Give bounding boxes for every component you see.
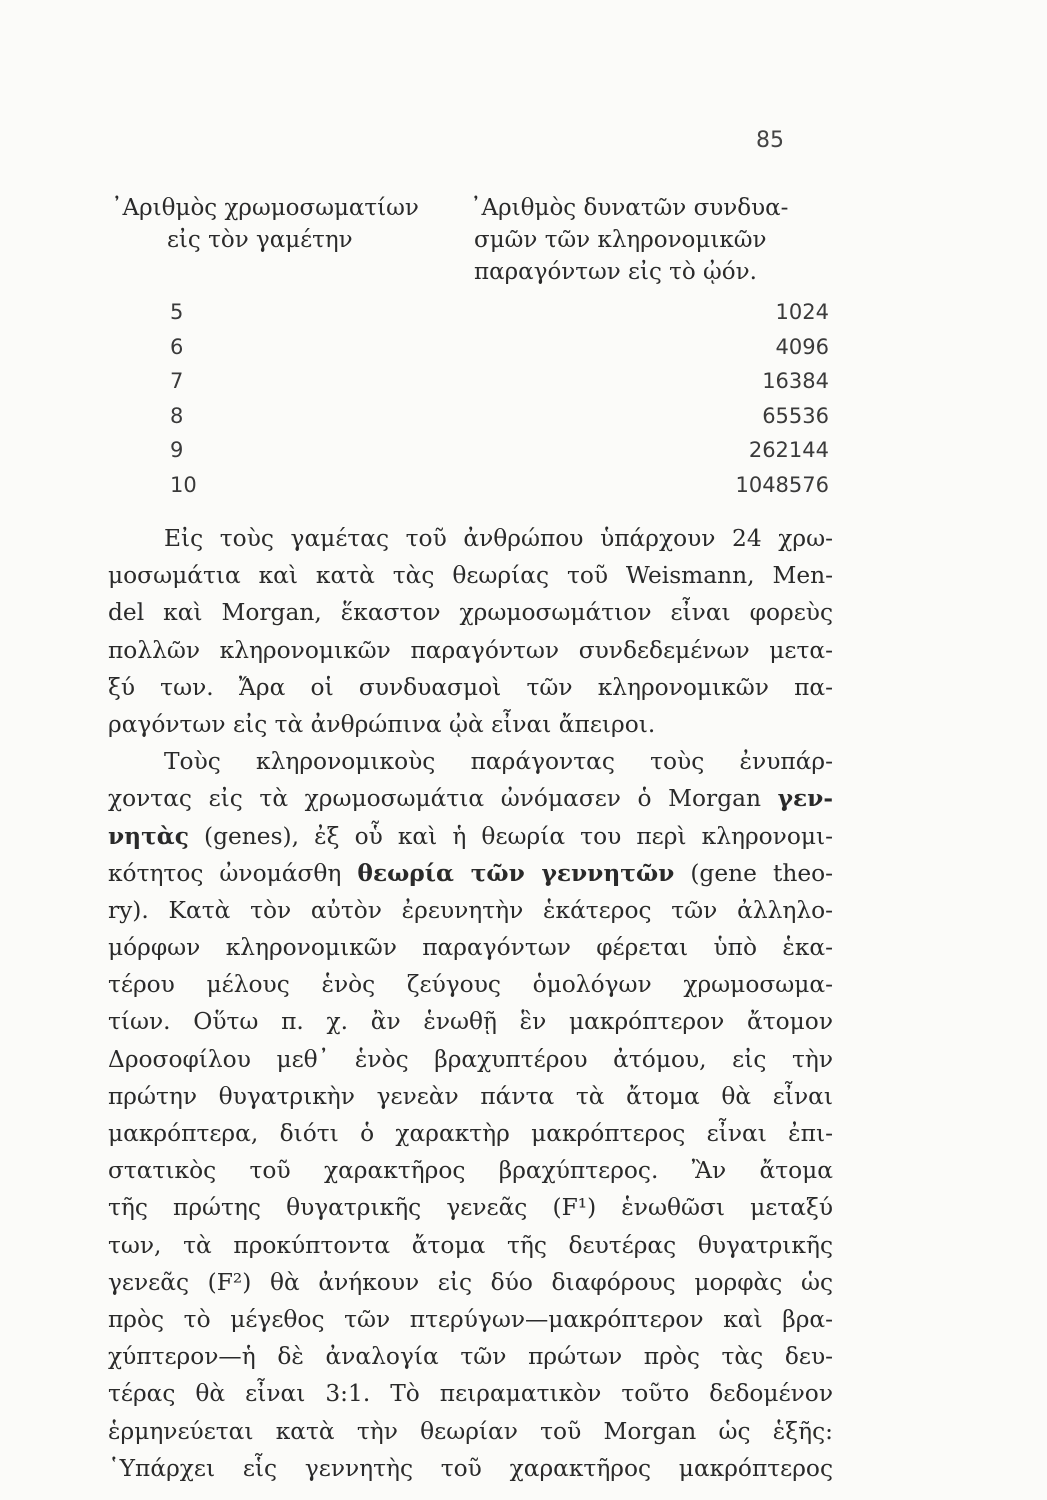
- text-line: μοσωμάτια καὶ κατὰ τὰς θεωρίας τοῦ Weismann, Men-: [108, 562, 833, 590]
- text-line: ξύ των. Ἄρα οἱ συνδυασμοὶ τῶν κληρονομικῶν πα-: [108, 673, 833, 701]
- text-line: ῾Υπάρχει εἷς γεννητὴς τοῦ χαρακτῆρος μακρόπτερος: [108, 1454, 833, 1482]
- chromosome-count-cell: 8: [170, 403, 184, 428]
- combination-count-cell: 16384: [762, 369, 829, 394]
- text-line: μόρφων κληρονομικῶν παραγόντων φέρεται ὑπὸ ἑκα-: [108, 934, 833, 962]
- header-left-line-1: ᾿Αριθμὸς χρωμοσωματίων: [111, 195, 419, 221]
- text-line: τίων. Οὕτω π. χ. ἂν ἑνωθῇ ἓν μακρόπτερον ἄτομον: [108, 1008, 833, 1036]
- text-line: πρὸς τὸ μέγεθος τῶν πτερύγων—μακρόπτερον καὶ βρα-: [108, 1305, 833, 1333]
- text-line: πολλῶν κληρονομικῶν παραγόντων συνδεδεμένων μετα-: [108, 636, 833, 664]
- text-line: γενεᾶς (F²) θὰ ἀνήκουν εἰς δύο διαφόρους μορφὰς ὡς: [108, 1268, 833, 1296]
- text-line: ραγόντων εἰς τὰ ἀνθρώπινα ᾠὰ εἶναι ἄπειροι.: [108, 710, 656, 738]
- table-row: [0, 473, 1047, 508]
- text-run: (genes), ἐξ οὗ καὶ ἡ θεωρία του περὶ κληρονομι-: [204, 822, 834, 850]
- text-line: πρώτην θυγατρικὴν γενεὰν πάντα τὰ ἄτομα θὰ εἶναι: [108, 1082, 833, 1110]
- header-chromosome-count: [111, 192, 471, 256]
- text-line: ἑρμηνεύεται κατὰ τὴν θεωρίαν τοῦ Morgan ὡς ἑξῆς:: [108, 1417, 833, 1445]
- combination-count-cell: 262144: [748, 438, 829, 463]
- chromosome-count-cell: 6: [170, 334, 184, 359]
- text-line: Δροσοφίλου μεθ᾽ ἑνὸς βραχυπτέρου ἀτόμου, εἰς τὴν: [108, 1045, 833, 1073]
- header-combination-count: [470, 192, 840, 288]
- term-genes-bold: γεν-: [777, 785, 834, 813]
- chromosome-count-cell: 5: [170, 300, 184, 324]
- body-text: [108, 520, 833, 1487]
- text-line: μακρόπτερα, διότι ὁ χαρακτὴρ μακρόπτερος εἶναι ἐπι-: [108, 1120, 833, 1147]
- chromosome-count-cell: 7: [170, 369, 184, 394]
- text-run: χοντας εἰς τὰ χρωμοσωμάτια ὠνόμασεν ὁ Morgan: [108, 785, 762, 813]
- header-right-line-1: ᾿Αριθμὸς δυνατῶν συνδυα-: [470, 195, 789, 221]
- combination-count-cell: 4096: [775, 334, 829, 359]
- text-line: [108, 855, 833, 892]
- combination-count-cell: 1048576: [735, 472, 829, 497]
- text-line: [108, 818, 833, 855]
- combination-count-cell: 1024: [775, 300, 829, 324]
- text-line: [108, 780, 833, 817]
- table-row: [0, 404, 1047, 439]
- page-number: 85: [756, 128, 784, 153]
- text-line: Εἰς τοὺς γαμέτας τοῦ ἀνθρώπου ὑπάρχουν 24 χρω-: [164, 525, 833, 552]
- term-genes-bold: νητὰς: [108, 822, 189, 850]
- text-run: κότητος ὠνομάσθη: [108, 859, 342, 887]
- header-right-line-3: παραγόντων εἰς τὸ ᾠόν.: [474, 259, 757, 285]
- table-row: [0, 300, 1047, 335]
- chromosome-table: [0, 300, 1047, 508]
- table-row: [0, 369, 1047, 404]
- text-line: τέρου μέλους ἑνὸς ζεύγους ὁμολόγων χρωμοσωμα-: [108, 971, 833, 999]
- header-left-line-2: εἰς τὸν γαμέτην: [167, 227, 353, 253]
- chromosome-count-cell: 9: [170, 438, 184, 463]
- table-row: [0, 335, 1047, 370]
- text-line: τέρας θὰ εἶναι 3:1. Τὸ πειραματικὸν τοῦτο δεδομένον: [108, 1380, 833, 1408]
- term-gene-theory-bold: θεωρία τῶν γεννητῶν: [357, 859, 675, 887]
- text-line: ry). Κατὰ τὸν αὐτὸν ἐρευνητὴν ἑκάτερος τῶν ἀλληλο-: [108, 896, 833, 924]
- text-line: των, τὰ προκύπτοντα ἄτομα τῆς δευτέρας θυγατρικῆς: [108, 1231, 833, 1259]
- header-right-line-2: σμῶν τῶν κληρονομικῶν: [474, 227, 767, 253]
- text-line: τῆς πρώτης θυγατρικῆς γενεᾶς (F¹) ἑνωθῶσι μεταξύ: [108, 1194, 833, 1222]
- table-row: [0, 438, 1047, 473]
- text-line: στατικὸς τοῦ χαρακτῆρος βραχύπτερος. Ἂν ἄτομα: [108, 1157, 833, 1185]
- text-line: del καὶ Morgan, ἕκαστον χρωμοσωμάτιον εἶναι φορεὺς: [108, 599, 833, 627]
- text-run: (gene theo-: [690, 859, 834, 887]
- chromosome-count-cell: 10: [170, 472, 197, 497]
- text-line: Τοὺς κληρονομικοὺς παράγοντας τοὺς ἐνυπάρ-: [164, 748, 833, 776]
- text-line: χύπτερον—ἡ δὲ ἀναλογία τῶν πρώτων πρὸς τὰς δευ-: [108, 1343, 833, 1371]
- combination-count-cell: 65536: [762, 403, 829, 428]
